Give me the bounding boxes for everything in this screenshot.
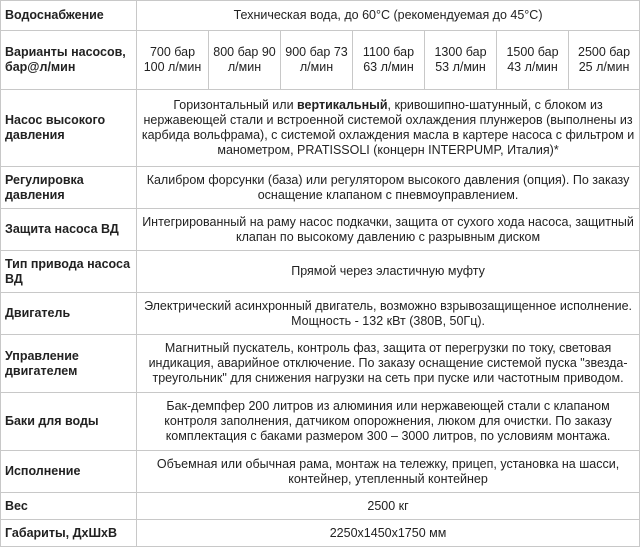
pump-option: 1100 бар 63 л/мин xyxy=(353,31,425,90)
row-value: Магнитный пускатель, контроль фаз, защита от перегрузки по току, световая индикация, аварийное отключение. По заказу оснащение системой пуска "звезда-треугольник" для снижения нагрузки на сеть при пуске или частотным приводом. xyxy=(137,335,640,393)
row-label: Вес xyxy=(1,493,137,520)
row-water-tanks xyxy=(1,393,640,451)
row-hp-pump xyxy=(1,90,640,167)
row-water-supply xyxy=(1,1,640,31)
pump-option: 800 бар 90 л/мин xyxy=(209,31,281,90)
row-value: Техническая вода, до 60°С (рекомендуемая до 45°С) xyxy=(137,1,640,31)
row-value: Калибром форсунки (база) или регулятором высокого давления (опция). По заказу оснащение клапаном с пневмоуправлением. xyxy=(137,167,640,209)
row-pressure-regulation xyxy=(1,167,640,209)
row-motor-control xyxy=(1,335,640,393)
row-dimensions xyxy=(1,520,640,547)
row-value: Прямой через эластичную муфту xyxy=(137,251,640,293)
value-text: , кривошипно-шатунный, с блоком из нержавеющей стали и встроенной системой охлаждения плунжеров (выполнены из карбида вольфрама), с системой охлаждения масла в картере насоса с фильтром и манометром, PRATISSOLI (концерн INTERPUMP, Италия)* xyxy=(141,98,635,157)
pump-option: 1500 бар 43 л/мин xyxy=(497,31,569,90)
row-label: Варианты насосов, бар@л/мин xyxy=(1,31,137,90)
row-value: Электрический асинхронный двигатель, возможно взрывозащищенное исполнение. Мощность - 132 кВт (380В, 50Гц). xyxy=(137,293,640,335)
row-label: Водоснабжение xyxy=(1,1,137,31)
row-label: Насос высокого давления xyxy=(1,90,137,167)
row-weight xyxy=(1,493,640,520)
row-label: Защита насоса ВД xyxy=(1,209,137,251)
row-drive-type xyxy=(1,251,640,293)
row-value xyxy=(137,90,640,167)
row-label: Тип привода насоса ВД xyxy=(1,251,137,293)
row-value: Бак-демпфер 200 литров из алюминия или нержавеющей стали с клапаном контроля заполнения, датчиком опорожнения, люком для очистки. По заказу комплектация с баками размером 300 – 3000 литров, по условиям монтажа. xyxy=(137,393,640,451)
value-emphasis: вертикальный xyxy=(297,98,388,112)
row-label: Регулировка давления xyxy=(1,167,137,209)
pump-option: 1300 бар 53 л/мин xyxy=(425,31,497,90)
pump-option: 2500 бар 25 л/мин xyxy=(569,31,640,90)
row-motor xyxy=(1,293,640,335)
pump-option: 700 бар 100 л/мин xyxy=(137,31,209,90)
row-execution xyxy=(1,451,640,493)
value-text: Горизонтальный или xyxy=(173,98,298,112)
row-pump-variants xyxy=(1,31,640,90)
row-value: 2250х1450х1750 мм xyxy=(137,520,640,547)
row-value: Интегрированный на раму насос подкачки, защита от сухого хода насоса, защитный клапан по высокому давлению с разрывным диском xyxy=(137,209,640,251)
row-hp-pump-protection xyxy=(1,209,640,251)
row-label: Исполнение xyxy=(1,451,137,493)
row-label: Управление двигателем xyxy=(1,335,137,393)
row-label: Баки для воды xyxy=(1,393,137,451)
row-value: 2500 кг xyxy=(137,493,640,520)
row-label: Двигатель xyxy=(1,293,137,335)
row-value: Объемная или обычная рама, монтаж на тележку, прицеп, установка на шасси, контейнер, утепленный контейнер xyxy=(137,451,640,493)
pump-option: 900 бар 73 л/мин xyxy=(281,31,353,90)
row-label: Габариты, ДхШхВ xyxy=(1,520,137,547)
